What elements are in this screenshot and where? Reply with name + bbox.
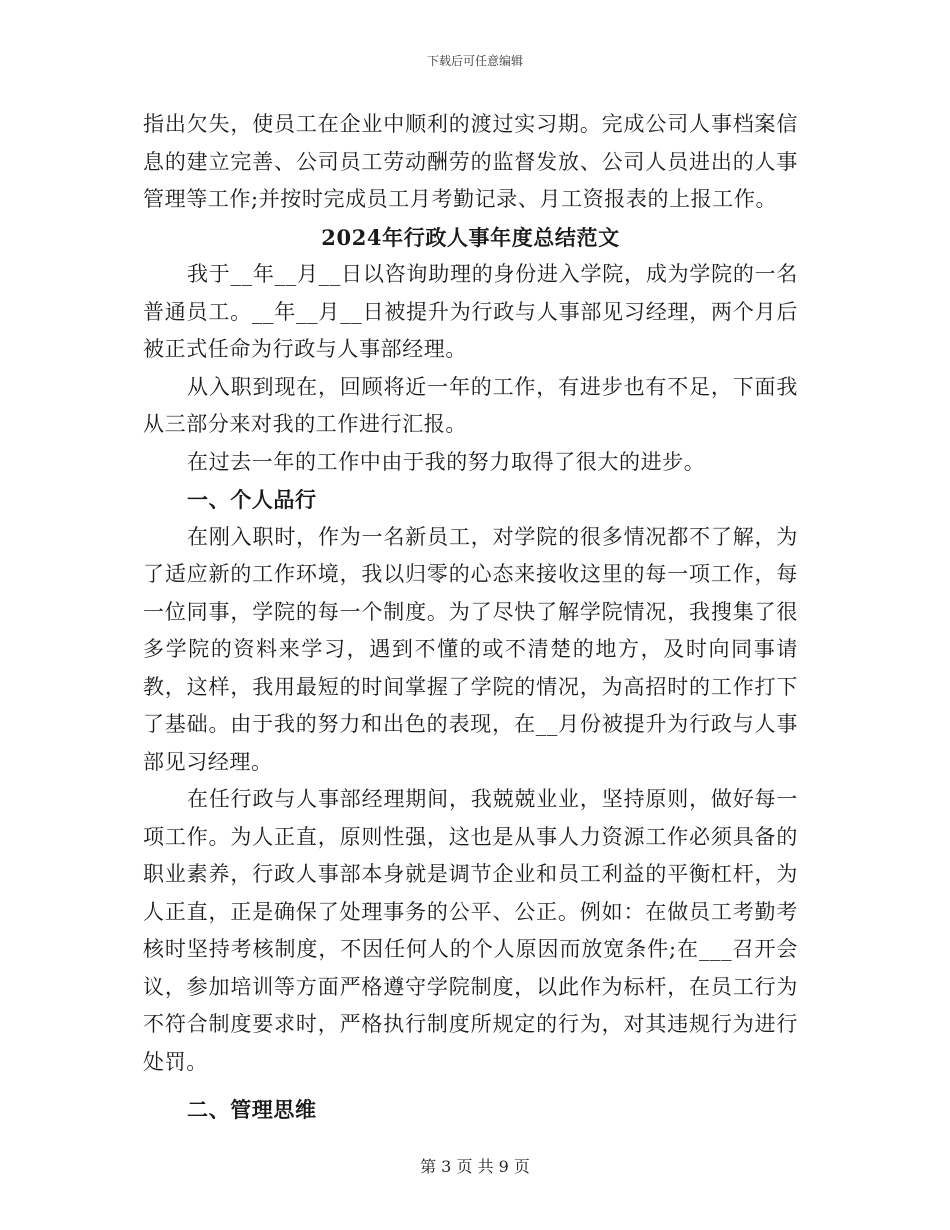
paragraph-intro: 我于__年__月__日以咨询助理的身份进入学院，成为学院的一名普通员工。__年__月__日被提升为行政与人事部见习经理，两个月后被正式任命为行政与人事部经理。: [143, 262, 798, 361]
paragraph-progress: 在过去一年的工作中由于我的努力取得了很大的进步。: [187, 449, 706, 474]
paragraph-continued: 指出欠失，使员工在企业中顺利的渡过实习期。完成公司人事档案信息的建立完善、公司员工劳动酬劳的监督发放、公司人员进出的人事管理等工作;并按时完成员工月考勤记录、月工资报表的上报工作。: [143, 112, 798, 211]
page-header: 下载后可任意编辑: [426, 54, 523, 68]
document-body: [143, 106, 798, 1129]
section-heading-personal-conduct: 一、个人品行: [187, 487, 317, 512]
paragraph-overview: 从入职到现在，回顾将近一年的工作，有进步也有不足，下面我从三部分来对我的工作进行汇报。: [143, 374, 798, 436]
document-title: 2024年行政人事年度总结范文: [321, 224, 620, 250]
section-heading-management-thinking: 二、管理思维: [187, 1097, 317, 1122]
paragraph-manager-role: 在任行政与人事部经理期间，我兢兢业业，坚持原则，做好每一项工作。为人正直，原则性强，这也是从事人力资源工作必须具备的职业素养，行政人事部本身就是调节企业和员工利益的平衡杠杆，为人正直，正是确保了处理事务的公平、公正。例如：在做员工考勤考核时坚持考核制度，不因任何人的个人原因而放宽条件;在___召开会议，参加培训等方面严格遵守学院制度，以此作为标杆，在员工行为不符合制度要求时，严格执行制度所规定的行为，对其违规行为进行处罚。: [143, 787, 798, 1074]
paragraph-onboarding: 在刚入职时，作为一名新员工，对学院的很多情况都不了解，为了适应新的工作环境，我以归零的心态来接收这里的每一项工作，每一位同事，学院的每一个制度。为了尽快了解学院情况，我搜集了很多学院的资料来学习，遇到不懂的或不清楚的地方，及时向同事请教，这样，我用最短的时间掌握了学院的情况，为高招时的工作打下了基础。由于我的努力和出色的表现，在__月份被提升为行政与人事部见习经理。: [143, 524, 798, 774]
page-number: 第 3 页 共 9 页: [420, 1157, 530, 1176]
